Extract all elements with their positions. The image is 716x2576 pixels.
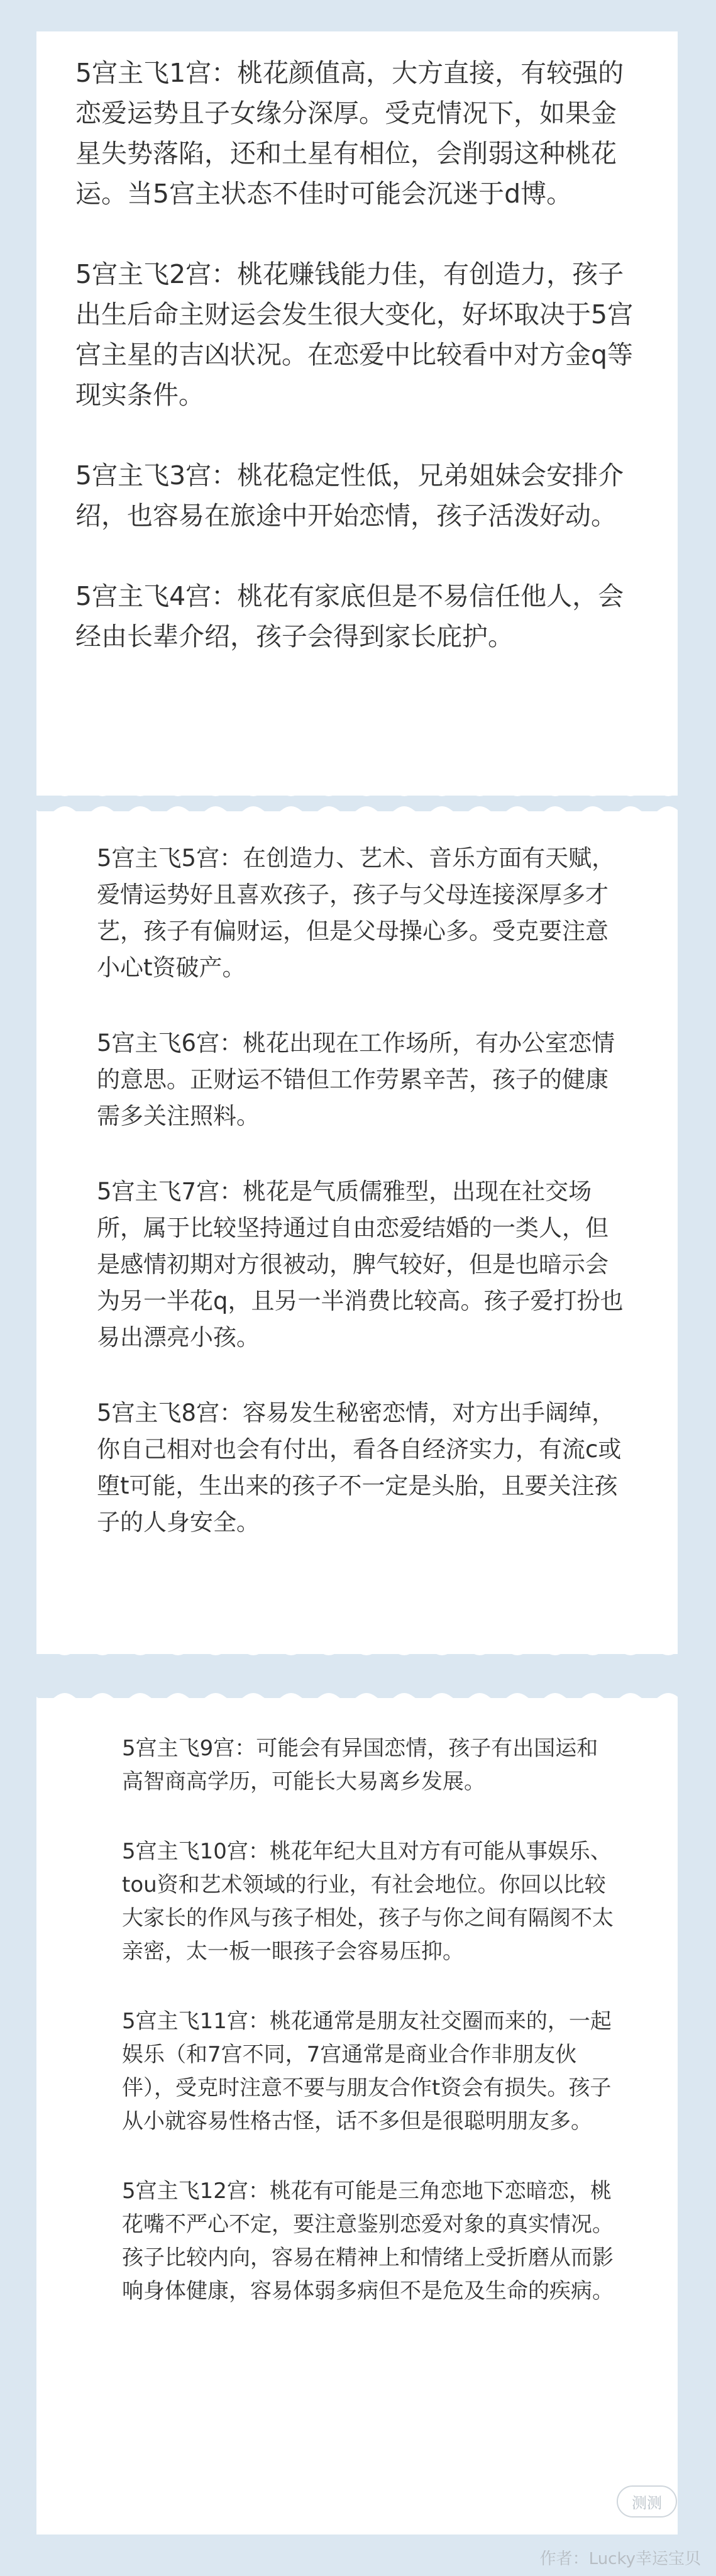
torn-edge-divider: [36, 786, 678, 802]
horoscope-card-3: [36, 1698, 678, 2534]
watermark-badge: 测测: [617, 2485, 677, 2518]
paragraph-house5-lord-in-house5: 5宫主飞5宫：在创造力、艺术、音乐方面有天赋，爱情运势好且喜欢孩子，孩子与父母连接深厚多才艺，孩子有偏财运，但是父母操心多。受克要注意小心t资破产。: [97, 845, 615, 981]
paragraph-house5-lord-in-house7: 5宫主飞7宫：桃花是气质儒雅型，出现在社交场所，属于比较坚持通过自由恋爱结婚的一类人，但是感情初期对方很被动，脾气较好，但是也暗示会为另一半花q，且另一半消费比较高。孩子爱打扮也易出漂亮小孩。: [97, 1178, 624, 1351]
paragraph-house5-lord-in-house12: 5宫主飞12宫：桃花有可能是三角恋地下恋暗恋，桃花嘴不严心不定，要注意鉴别恋爱对象的真实情况。孩子比较内向，容易在精神上和情绪上受折磨从而影响身体健康，容易体弱多病但不是危及生命的疾病。: [122, 2179, 614, 2304]
paragraph-house5-lord-in-house4: 5宫主飞4宫：桃花有家底但是不易信任他人，会经由长辈介绍，孩子会得到家长庇护。: [75, 581, 624, 652]
horoscope-card-1: [36, 31, 678, 796]
paragraph-house5-lord-in-house11: 5宫主飞11宫：桃花通常是朋友社交圈而来的，一起娱乐（和7宫不同，7宫通常是商业合作非朋友伙伴），受克时注意不要与朋友合作t资会有损失。孩子从小就容易性格古怪，话不多但是很聪明朋友多。: [122, 2009, 612, 2134]
paragraph-house5-lord-in-house6: 5宫主飞6宫：桃花出现在工作场所，有办公室恋情的意思。正财运不错但工作劳累辛苦，孩子的健康需多关注照料。: [97, 1030, 615, 1130]
paragraph-house5-lord-in-house3: 5宫主飞3宫：桃花稳定性低，兄弟姐妹会安排介绍，也容易在旅途中开始恋情，孩子活泼好动。: [75, 460, 624, 531]
paragraph-house5-lord-in-house1: 5宫主飞1宫：桃花颜值高，大方直接，有较强的恋爱运势且子女缘分深厚。受克情况下，如果金星失势落陷，还和土星有相位，会削弱这种桃花运。当5宫主状态不佳时可能会沉迷于d博。: [75, 58, 624, 209]
paragraph-house5-lord-in-house2: 5宫主飞2宫：桃花赚钱能力佳，有创造力，孩子出生后命主财运会发生很大变化，好坏取决于5宫宫主星的吉凶状况。在恋爱中比较看中对方金q等现实条件。: [75, 259, 634, 410]
horoscope-card-2: [36, 811, 678, 1654]
author-credit: 作者：Lucky幸运宝贝: [539, 2550, 701, 2568]
paragraph-house5-lord-in-house8: 5宫主飞8宫：容易发生秘密恋情，对方出手阔绰，你自己相对也会有付出，看各自经济实力，有流c或堕t可能，生出来的孩子不一定是头胎，且要关注孩子的人身安全。: [97, 1399, 622, 1536]
torn-edge-divider: [36, 1645, 678, 1662]
paragraph-house5-lord-in-house10: 5宫主飞10宫：桃花年纪大且对方有可能从事娱乐、tou资和艺术领域的行业，有社会地位。你回以比较大家长的作风与孩子相处，孩子与你之间有隔阂不太亲密，太一板一眼孩子会容易压抑。: [122, 1839, 614, 1964]
paragraph-house5-lord-in-house9: 5宫主飞9宫：可能会有异国恋情，孩子有出国运和高智商高学历，可能长大易离乡发展。: [122, 1736, 598, 1794]
